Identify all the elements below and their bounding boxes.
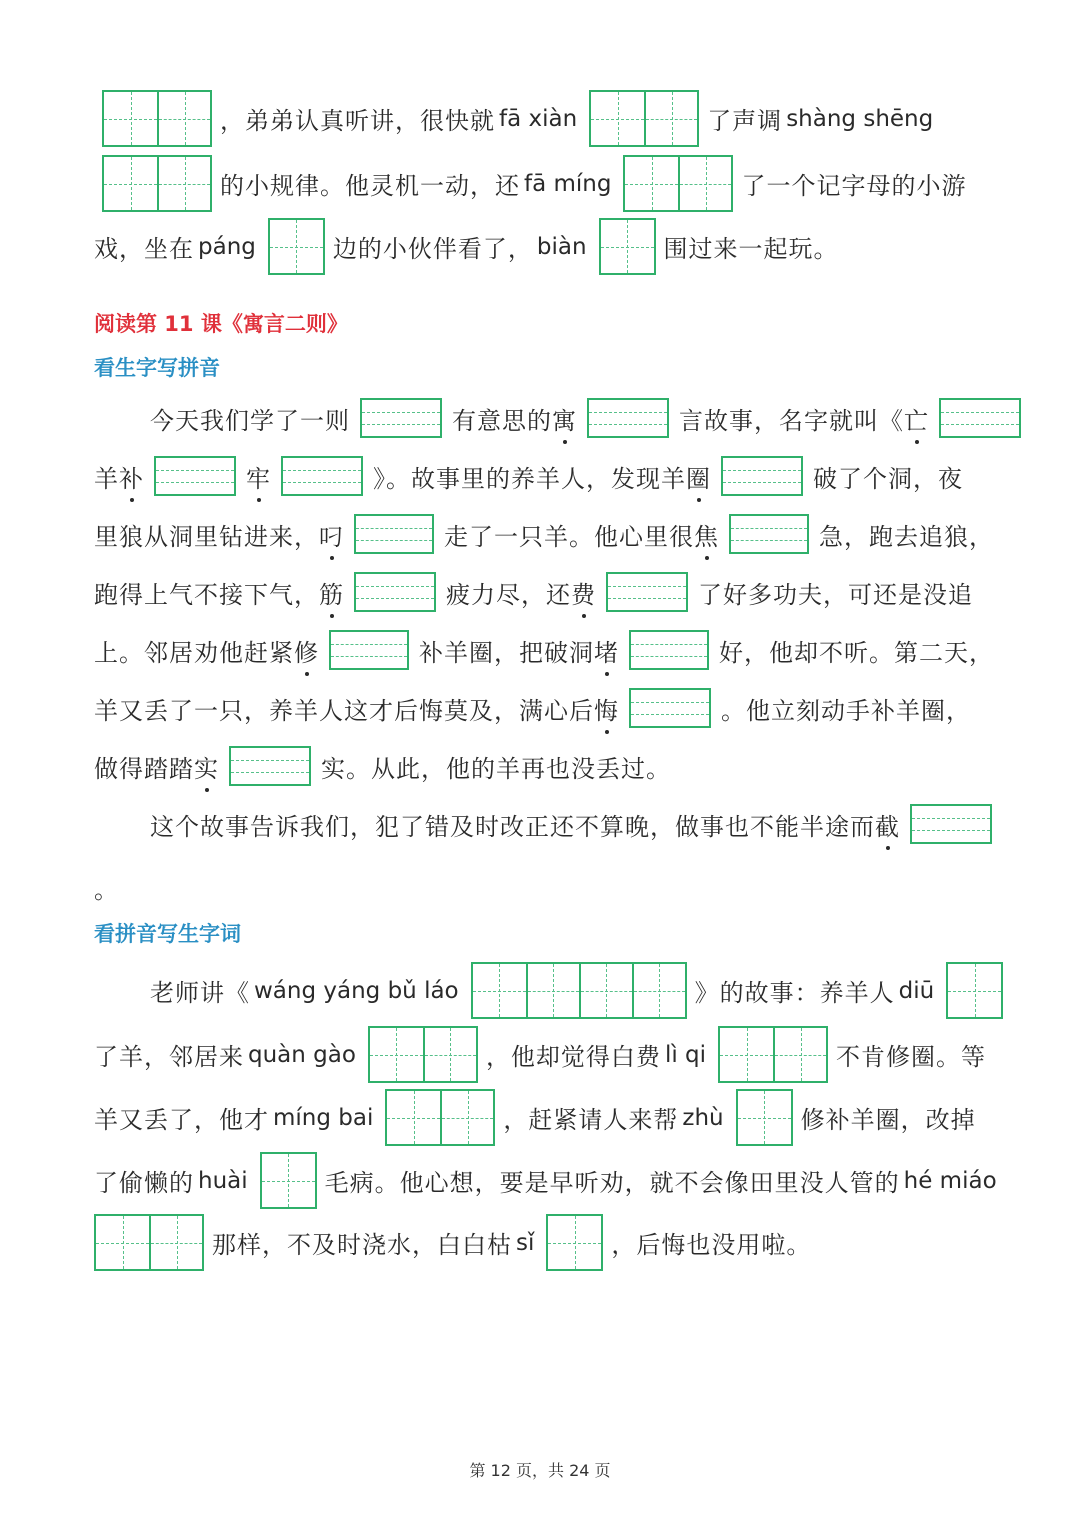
text: 。他立刻动手补羊圈， (721, 696, 971, 725)
target-char: 筋 (319, 575, 344, 610)
pinyin: lì qi (664, 1041, 707, 1068)
text: 实。从此，他的羊再也没丢过。 (321, 754, 671, 783)
target-char: 寓 (552, 401, 577, 436)
target-char: 牢 (246, 459, 271, 494)
target-char: 焦 (694, 517, 719, 552)
page-footer: 第 12 页，共 24 页 (469, 1461, 611, 1480)
text: 有意思的 (452, 406, 552, 435)
target-char: 亡 (904, 401, 929, 436)
answer-grid[interactable] (385, 1089, 495, 1146)
text: 》的故事：养羊人 (694, 979, 895, 1007)
pinyin-answer-box[interactable] (729, 514, 809, 554)
p1-line-2 (94, 456, 994, 496)
top-line-3 (94, 218, 994, 275)
text: 不肯修圈。等 (836, 1043, 987, 1071)
text: 修补羊圈，改掉 (800, 1106, 976, 1134)
target-char: 截 (875, 807, 900, 842)
pinyin-answer-box[interactable] (629, 630, 709, 670)
target-char: 叼 (319, 517, 344, 552)
pinyin-answer-box[interactable] (587, 398, 669, 438)
answer-grid[interactable] (599, 218, 656, 275)
answer-grid[interactable] (718, 1026, 828, 1083)
text: 了偷懒的 (94, 1169, 194, 1197)
text: ，赶紧请人来帮 (503, 1106, 679, 1134)
pinyin: quàn gào (248, 1041, 356, 1068)
text: 老师讲《 (150, 979, 250, 1007)
text: 里狼从洞里钻进来， (94, 522, 319, 551)
pinyin: diū (898, 977, 935, 1004)
pinyin-answer-box[interactable] (354, 572, 436, 612)
text: 的小规律。他灵机一动，还 (220, 172, 520, 200)
answer-grid[interactable] (94, 1214, 204, 1271)
text: 那样，不及时浇水，白白枯 (212, 1231, 512, 1259)
target-char: 修 (294, 633, 319, 668)
answer-grid[interactable] (260, 1152, 317, 1209)
text: 言故事，名字就叫《 (679, 406, 904, 435)
pinyin: huài (198, 1167, 248, 1194)
p1-line-7 (94, 746, 994, 786)
pinyin: hé miáo (903, 1167, 997, 1194)
text: 跑得上气不接下气， (94, 580, 319, 609)
pinyin-answer-box[interactable] (721, 456, 803, 496)
text: 戏，坐在 (94, 235, 194, 263)
top-line-1 (102, 90, 1002, 147)
target-char: 圈 (686, 459, 711, 494)
target-char: 补 (119, 459, 144, 494)
target-char: 费 (571, 575, 596, 610)
text: 疲力尽，还 (446, 580, 571, 609)
p1-line-9 (94, 870, 994, 905)
p2-line-5 (94, 1214, 994, 1271)
part1-title: 看生字写拼音 (94, 356, 220, 380)
pinyin: biàn (536, 233, 587, 260)
text: 补羊圈，把破洞 (419, 638, 594, 667)
text: 了一个记字母的小游 (741, 172, 967, 200)
text: 羊 (94, 464, 119, 493)
text: ，弟弟认真听讲，很快就 (220, 107, 495, 135)
p1-line-1 (150, 398, 1050, 438)
p1-line-3 (94, 514, 994, 554)
pinyin: míng bai (273, 1104, 374, 1131)
text: 羊又丢了，他才 (94, 1106, 269, 1134)
pinyin-answer-box[interactable] (281, 456, 363, 496)
pinyin: wáng yáng bǔ láo (254, 977, 459, 1004)
target-char: 悔 (594, 691, 619, 726)
text: 毛病。他心想，要是早听劝，就不会像田里没人管的 (324, 1169, 900, 1197)
text: ，后悔也没用啦。 (611, 1231, 812, 1259)
p1-line-6 (94, 688, 994, 728)
text: 》。故事里的养羊人，发现羊 (373, 464, 686, 493)
target-char: 实 (194, 749, 219, 784)
text: 今天我们学了一则 (150, 406, 350, 435)
pinyin-answer-box[interactable] (629, 688, 711, 728)
pinyin-answer-box[interactable] (910, 804, 992, 844)
text: 。 (94, 876, 119, 904)
text: ，他却觉得白费 (485, 1043, 661, 1071)
text: 了声调 (707, 107, 783, 135)
answer-grid[interactable] (368, 1026, 478, 1083)
pinyin: zhù (682, 1104, 724, 1131)
answer-grid[interactable] (946, 962, 1003, 1019)
p2-line-2 (94, 1026, 994, 1083)
answer-grid[interactable] (623, 155, 733, 212)
answer-grid[interactable] (546, 1214, 603, 1271)
text: 急，跑去追狼， (819, 522, 994, 551)
answer-grid[interactable] (589, 90, 699, 147)
part2-title: 看拼音写生字词 (94, 922, 241, 946)
answer-grid[interactable] (102, 155, 212, 212)
pinyin: fā xiàn (499, 105, 578, 132)
pinyin-answer-box[interactable] (939, 398, 1021, 438)
section-title: 阅读第 11 课《寓言二则》 (94, 312, 348, 336)
pinyin-answer-box[interactable] (360, 398, 442, 438)
answer-grid[interactable] (268, 218, 325, 275)
target-char: 堵 (594, 633, 619, 668)
text: 走了一只羊。他心里很 (444, 522, 694, 551)
pinyin-answer-box[interactable] (606, 572, 688, 612)
p2-line-1 (150, 962, 1050, 1019)
text: 羊又丢了一只，养羊人这才后悔莫及，满心后 (94, 696, 594, 725)
answer-grid[interactable] (471, 962, 687, 1019)
p2-line-3 (94, 1089, 994, 1146)
pinyin-answer-box[interactable] (354, 514, 434, 554)
answer-grid[interactable] (736, 1089, 793, 1146)
p1-line-8 (150, 804, 1050, 844)
text: 破了个洞，夜 (813, 464, 963, 493)
p2-line-4 (94, 1152, 997, 1209)
text: 上。邻居劝他赶紧 (94, 638, 294, 667)
text: 好，他却不听。第二天， (719, 638, 994, 667)
pinyin-answer-box[interactable] (154, 456, 236, 496)
pinyin-answer-box[interactable] (329, 630, 409, 670)
p1-line-5 (94, 630, 994, 670)
text: 了好多功夫，可还是没追 (698, 580, 973, 609)
text: 这个故事告诉我们，犯了错及时改正还不算晚，做事也不能半途而 (150, 812, 875, 841)
answer-grid[interactable] (102, 90, 212, 147)
text: 围过来一起玩。 (663, 235, 839, 263)
p1-line-4 (94, 572, 994, 612)
pinyin-answer-box[interactable] (229, 746, 311, 786)
pinyin: shàng shēng (786, 105, 934, 132)
pinyin: páng (198, 233, 256, 260)
pinyin: fā míng (524, 170, 612, 197)
text: 了羊，邻居来 (94, 1043, 244, 1071)
pinyin: sǐ (516, 1229, 535, 1256)
top-line-2 (102, 155, 1002, 212)
text: 边的小伙伴看了， (332, 235, 533, 263)
text: 做得踏踏 (94, 754, 194, 783)
